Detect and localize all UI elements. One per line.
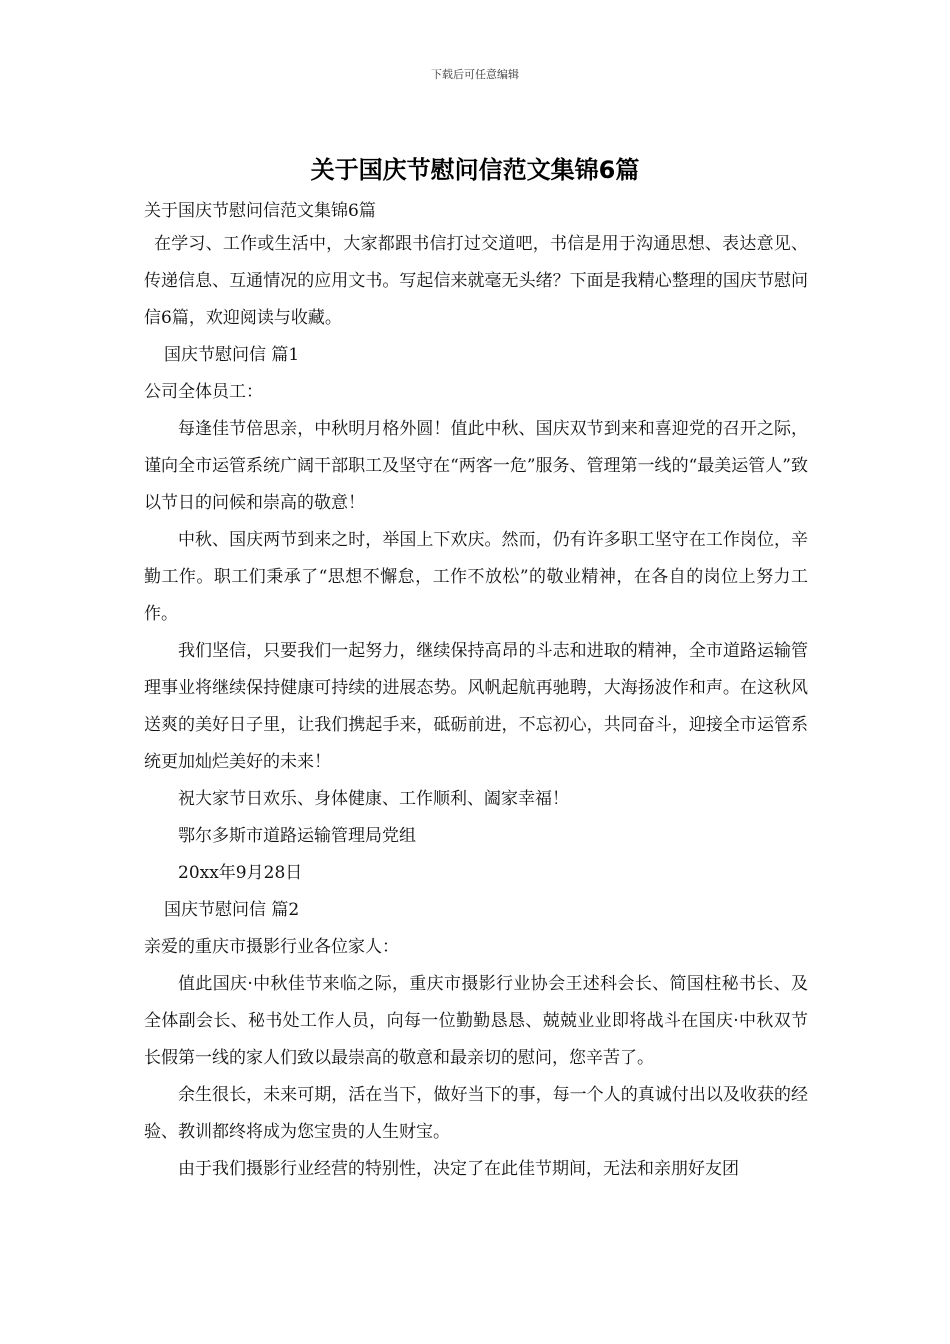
letter1-heading: 国庆节慰问信 篇1 [164, 345, 300, 365]
letter2-paragraph-3: 由于我们摄影行业经营的特别性，决定了在此佳节期间，无法和亲朋好友团 [178, 1159, 739, 1179]
letter1-paragraph-4: 祝大家节日欢乐、身体健康、工作顺利、阖家幸福！ [178, 789, 569, 809]
letter1-salutation: 公司全体员工： [144, 382, 263, 402]
letter1-paragraph-2: 中秋、国庆两节到来之时，举国上下欢庆。然而，仍有许多职工坚守在工作岗位，辛勤工作。职工们秉承了“思想不懈怠，工作不放松”的敬业精神，在各自的岗位上努力工作。 [144, 530, 808, 624]
letter2-heading: 国庆节慰问信 篇2 [164, 900, 300, 920]
letter1-paragraph-3: 我们坚信，只要我们一起努力，继续保持高昂的斗志和进取的精神，全市道路运输管理事业将继续保持健康可持续的进展态势。风帆起航再驰聘，大海扬波作和声。在这秋风送爽的美好日子里，让我们携起手来，砥砺前进，不忘初心，共同奋斗，迎接全市运管系统更加灿烂美好的未来！ [144, 641, 808, 772]
intro-paragraph: 在学习、工作或生活中，大家都跟书信打过交道吧，书信是用于沟通思想、表达意见、传递信息、互通情况的应用文书。写起信来就毫无头绪？下面是我精心整理的国庆节慰问信6篇，欢迎阅读与收藏。 [144, 234, 808, 328]
letter1-paragraph-1: 每逢佳节倍思亲，中秋明月格外圆！值此中秋、国庆双节到来和喜迎党的召开之际，谨向全市运管系统广阔干部职工及坚守在“两客一危”服务、管理第一线的“最美运管人”致以节日的问候和崇高的敬意！ [144, 419, 808, 513]
letter1-date: 20xx年9月28日 [178, 863, 303, 883]
letter2-salutation: 亲爱的重庆市摄影行业各位家人： [144, 937, 399, 957]
document-title: 关于国庆节慰问信范文集锦6篇 [310, 156, 640, 184]
letter1-signer: 鄂尔多斯市道路运输管理局党组 [178, 826, 416, 846]
letter2-paragraph-1: 值此国庆·中秋佳节来临之际，重庆市摄影行业协会王述科会长、简国柱秘书长、及全体副会长、秘书处工作人员，向每一位勤勤恳恳、兢兢业业即将战斗在国庆·中秋双节长假第一线的家人们致以最崇高的敬意和最亲切的慰问，您辛苦了。 [144, 974, 808, 1068]
letter2-paragraph-2: 余生很长，未来可期，活在当下，做好当下的事，每一个人的真诚付出以及收获的经验、教训都终将成为您宝贵的人生财宝。 [144, 1085, 808, 1142]
document-subtitle: 关于国庆节慰问信范文集锦6篇 [144, 201, 376, 221]
header-note: 下载后可任意编辑 [431, 68, 519, 81]
document-body [144, 196, 808, 1188]
